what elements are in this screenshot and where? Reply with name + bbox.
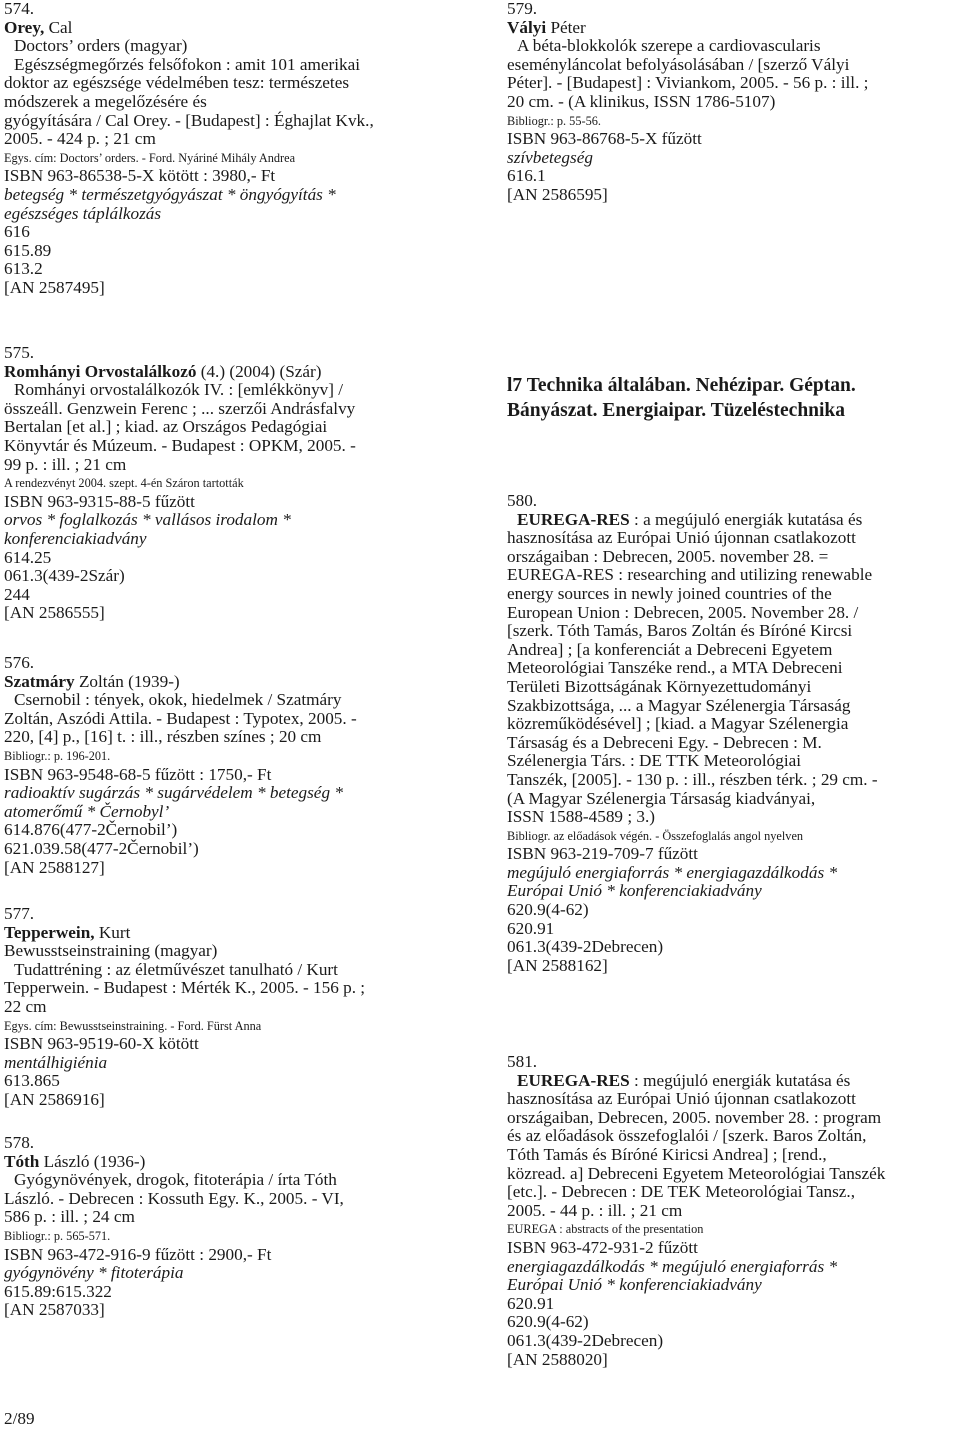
entry-text: Társaság és a Debreceni Egy. - Debrecen : M. [507, 732, 822, 752]
entry-subjects [4, 511, 472, 530]
entry-text: 244 [4, 584, 30, 604]
entry-line [4, 279, 472, 298]
entry-line [4, 549, 472, 568]
entry-note [507, 112, 960, 131]
entry-text: 061.3(439-2Debrecen) [507, 937, 664, 957]
entry-text: 586 p. : ill. ; 24 cm [4, 1207, 135, 1227]
entry-text: László (1936-) [39, 1151, 146, 1171]
entry-line [507, 1239, 960, 1258]
entry-heading: Tóth [4, 1151, 40, 1171]
entry-text: A rendezvényt 2004. szept. 4-én Száron tartották [4, 476, 244, 491]
entry-line [507, 130, 960, 149]
entry-line [4, 93, 472, 112]
entry-text: Tepperwein. - Budapest : Mérték K., 2005. - 156 p. ; [4, 978, 366, 998]
entry-text: 616 [4, 222, 30, 242]
entry-text: Tanszék, [2005]. - 130 p. : ill., részben térk. ; 29 cm. - [507, 769, 878, 789]
entry-line [507, 37, 960, 56]
entry-text: eseményláncolat befolyásolásában / [szerző Vályi [507, 54, 850, 74]
entry-line [507, 622, 960, 641]
entry-text: Bibliogr.: p. 565-571. [4, 1228, 111, 1243]
entry-text: [AN 2588020] [507, 1349, 608, 1369]
entry-heading: Orey, [4, 17, 45, 37]
entry-text: doktor az egészsége védelmében tesz: természetes [4, 73, 350, 93]
section-heading-line-1: l7 Technika általában. Nehézipar. Géptan. [507, 375, 856, 396]
entry-text: Romhányi orvostalálkozók IV. : [emlékkönyv] / [14, 380, 344, 400]
entry-line [507, 19, 960, 38]
entry-heading: Vályi [507, 17, 547, 37]
entry-note [4, 747, 472, 766]
entry-line [4, 242, 472, 261]
entry-text: Egészségmegőrzés felsőfokon : amit 101 amerikai [14, 54, 361, 74]
entry-text: [AN 2587495] [4, 277, 105, 297]
entry-line [4, 456, 472, 475]
entry-text: 614.876(477-2Černobil’) [4, 820, 178, 840]
entry-text: Tóth Tamás és Bíróné Kiricsi Andrea] ; [rend., [507, 1144, 827, 1164]
entry-text: gyógyítására / Cal Orey. - [Budapest] : Éghajlat Kvk., [4, 110, 374, 130]
entry-text: 99 p. : ill. ; 21 cm [4, 454, 127, 474]
entry-line [507, 715, 960, 734]
entry-subjects [4, 530, 472, 549]
entry-text: országaiban, Debrecen, 2005. november 28. : program [507, 1107, 882, 1127]
entry-text: 2005. - 44 p. : ill. ; 21 cm [507, 1200, 683, 1220]
entry-line [507, 74, 960, 93]
entry-line [507, 771, 960, 790]
entry-subjects [507, 1276, 960, 1295]
bibliographic-entry [4, 905, 472, 1110]
entry-line [4, 567, 472, 586]
entry-text: 615.89 [4, 240, 52, 260]
entry-line [4, 1035, 472, 1054]
entry-line [4, 1171, 472, 1190]
entry-subjects [4, 205, 472, 224]
entry-number: 575. [4, 343, 35, 362]
entry-text: 220, [4] p., [16] t. : ill., részben színes ; 20 cm [4, 727, 322, 747]
entry-text: ISBN 963-86768-5-X fűzött [507, 129, 702, 149]
entry-line [507, 901, 960, 920]
entry-line [4, 381, 472, 400]
entry-line [4, 998, 472, 1017]
entry-subjects [507, 149, 960, 168]
entry-note [4, 474, 472, 493]
entry-line [507, 167, 960, 186]
entry-text: [AN 2588127] [4, 857, 105, 877]
entry-number: 580. [507, 491, 538, 510]
entry-subjects [507, 882, 960, 901]
entry-heading: Szatmáry [4, 671, 75, 691]
entry-text: 620.9(4-62) [507, 900, 589, 920]
entry-text: közread. a] Debreceni Egyetem Meteorológiai Tanszék [507, 1163, 886, 1183]
entry-text: Péter]. - [Budapest] : Viviankom, 2005. - 56 p. : ill. ; [507, 73, 869, 93]
entry-text: Zoltán (1939-) [74, 671, 180, 691]
entry-text: Gyógynövények, drogok, fitoterápia / írta Tóth [14, 1170, 337, 1190]
entry-line [4, 1153, 472, 1172]
entry-text: egészséges táplálkozás [4, 203, 162, 223]
entry-line [4, 1208, 472, 1227]
entry-text: Kurt [94, 922, 131, 942]
entry-line [4, 673, 472, 692]
entry-line [507, 548, 960, 567]
entry-line [4, 942, 472, 961]
entry-text: energiagazdálkodás * megújuló energiaforrás * [507, 1256, 838, 1276]
entry-line [507, 56, 960, 75]
entry-line [4, 167, 472, 186]
entry-text: Bewusstseinstraining (magyar) [4, 941, 218, 961]
entry-text: : a megújuló energiák kutatása és [629, 509, 863, 529]
entry-line [507, 938, 960, 957]
entry-line [507, 1295, 960, 1314]
entry-line [507, 1072, 960, 1091]
entry-text: 20 cm. - (A klinikus, ISSN 1786-5107) [507, 91, 776, 111]
entry-line [4, 130, 472, 149]
entry-line [507, 1165, 960, 1184]
entry-number: 576. [4, 653, 35, 672]
entry-text: Meteorológiai Tanszéke rend., a MTA Debreceni [507, 658, 843, 678]
entry-number: 581. [507, 1052, 538, 1071]
entry-line [4, 418, 472, 437]
entry-line [507, 529, 960, 548]
entry-text: 615.89:615.322 [4, 1281, 112, 1301]
entry-line [4, 604, 472, 623]
entry-text: ISBN 963-9519-60-X kötött [4, 1034, 199, 1054]
entry-text: Tudattréning : az életművészet tanulható / Kurt [14, 959, 338, 979]
entry-heading: EUREGA-RES [517, 1070, 630, 1090]
entry-text: 061.3(439-2Debrecen) [507, 1330, 664, 1350]
section-heading-line-2: Bányászat. Energiaipar. Tüzeléstechnika [507, 400, 846, 421]
entry-line [4, 1246, 472, 1265]
entry-text: összeáll. Genzwein Ferenc ; ... szerzői Andrásfalvy [4, 398, 356, 418]
entry-text: gyógynövény * fitoterápia [4, 1263, 184, 1283]
entry-text: 613.2 [4, 259, 43, 279]
entry-note [4, 149, 472, 168]
entry-line [4, 1301, 472, 1320]
entry-line [507, 1202, 960, 1221]
entry-subjects [4, 803, 472, 822]
entry-text: [AN 2588162] [507, 955, 608, 975]
entry-line [507, 1146, 960, 1165]
entry-line [4, 1072, 472, 1091]
bibliographic-entry [4, 0, 472, 298]
entry-line [507, 1351, 960, 1370]
entry-text: 620.91 [507, 918, 555, 938]
entry-line [4, 37, 472, 56]
entry-line [4, 19, 472, 38]
entry-number: 578. [4, 1133, 35, 1152]
entry-line [507, 697, 960, 716]
entry-line [507, 752, 960, 771]
bibliographic-entry [507, 0, 960, 205]
entry-line [4, 1190, 472, 1209]
entry-subjects [4, 1264, 472, 1283]
entry-text: szívbetegség [507, 147, 593, 167]
entry-line [4, 1283, 472, 1302]
entry-text: atomerőmű * Černobyl’ [4, 801, 170, 821]
entry-text: : megújuló energiák kutatása és [629, 1070, 851, 1090]
entry-text: (A Magyar Szélenergia Társaság kiadványai, [507, 788, 816, 808]
entry-note [4, 1017, 472, 1036]
entry-text: [etc.]. - Debrecen : DE TEK Meteorológiai Tansz., [507, 1182, 855, 1202]
bibliographic-entry [507, 492, 960, 975]
entry-text: Bibliogr.: p. 196-201. [4, 748, 111, 763]
entry-line [507, 511, 960, 530]
entry-text: országaiban : Debrecen, 2005. november 28. = [507, 546, 829, 566]
entry-heading: Tepperwein, [4, 922, 95, 942]
entry-line [507, 641, 960, 660]
entry-line [507, 734, 960, 753]
entry-line [4, 1091, 472, 1110]
entry-line [507, 920, 960, 939]
entry-subjects [507, 864, 960, 883]
entry-text: Bertalan [et al.] ; kiad. az Országos Pedagógiai [4, 417, 328, 437]
bibliographic-entry [507, 1053, 960, 1369]
entry-line [4, 260, 472, 279]
entry-line [507, 585, 960, 604]
entry-subjects [507, 1258, 960, 1277]
entry-text: Egys. cím: Bewusstseinstraining. - Ford. Fürst Anna [4, 1018, 262, 1033]
entry-text: Zoltán, Aszódi Attila. - Budapest : Typotex, 2005. - [4, 708, 357, 728]
entry-text: betegség * természetgyógyászat * öngyógyítás * [4, 184, 336, 204]
entry-text: 22 cm [4, 996, 47, 1016]
entry-number: 574. [4, 0, 35, 18]
entry-subjects [4, 1054, 472, 1073]
entry-text: módszerek a megelőzésére és [4, 91, 207, 111]
entry-line [507, 659, 960, 678]
entry-line [507, 604, 960, 623]
entry-line [507, 1090, 960, 1109]
entry-line [4, 400, 472, 419]
entry-text: Andrea] ; [a konferenciát a Debreceni Egyetem [507, 639, 833, 659]
entry-line [4, 728, 472, 747]
entry-text: 2005. - 424 p. ; 21 cm [4, 129, 156, 149]
entry-text: László. - Debrecen : Kossuth Egy. K., 2005. - VI, [4, 1188, 344, 1208]
entry-text: ISBN 963-472-916-9 fűzött : 2900,- Ft [4, 1244, 272, 1264]
entry-text: Bibliogr. az előadások végén. - Összefoglalás angol nyelven [507, 828, 804, 843]
entry-text: ISBN 963-86538-5-X kötött : 3980,- Ft [4, 166, 276, 186]
entry-text: 614.25 [4, 547, 52, 567]
bibliographic-entry [4, 654, 472, 877]
entry-line [4, 961, 472, 980]
entry-text: Cal [44, 17, 73, 37]
entry-text: Doctors’ orders (magyar) [14, 36, 188, 56]
entry-note [507, 827, 960, 846]
entry-text: radioaktív sugárzás * sugárvédelem * betegség * [4, 783, 343, 803]
entry-number: 577. [4, 904, 35, 923]
entry-note [507, 1220, 960, 1239]
entry-line [4, 112, 472, 131]
entry-text: [AN 2586916] [4, 1089, 105, 1109]
entry-text: Területi Bizottságának Környezettudományi [507, 676, 812, 696]
entry-line [4, 710, 472, 729]
entry-text: (4.) (2004) (Szár) [196, 361, 322, 381]
entry-text: 621.039.58(477-2Černobil’) [4, 838, 199, 858]
entry-text: [szerk. Tóth Tamás, Baros Zoltán és Bíróné Kircsi [507, 621, 853, 641]
entry-text: Egys. cím: Doctors’ orders. - Ford. Nyáriné Mihály Andrea [4, 150, 296, 165]
entry-text: Európai Unió * konferenciakiadvány [507, 881, 762, 901]
entry-line [507, 678, 960, 697]
entry-line [4, 56, 472, 75]
entry-line [507, 808, 960, 827]
entry-text: Péter [546, 17, 586, 37]
entry-text: hasznosítása az Európai Unió újonnan csatlakozott [507, 1089, 856, 1109]
entry-note [4, 1227, 472, 1246]
entry-text: Csernobil : tények, okok, hiedelmek / Szatmáry [14, 690, 342, 710]
entry-text: Könyvtár és Múzeum. - Budapest : OPKM, 2005. - [4, 435, 356, 455]
entry-line [507, 186, 960, 205]
entry-text: EUREGA-RES : researching and utilizing renewable [507, 565, 873, 585]
entry-line [507, 1332, 960, 1351]
entry-line [4, 924, 472, 943]
entry-text: ISBN 963-472-931-2 fűzött [507, 1237, 698, 1257]
section-heading [507, 373, 960, 423]
entry-line [4, 437, 472, 456]
entry-line [507, 1183, 960, 1202]
entry-heading: Romhányi Orvostalálkozó [4, 361, 197, 381]
entry-text: ISSN 1588-4589 ; 3.) [507, 807, 656, 827]
entry-line [4, 691, 472, 710]
entry-text: és az előadások összefoglalói / [szerk. Baros Zoltán, [507, 1126, 867, 1146]
entry-line [507, 93, 960, 112]
entry-text: megújuló energiaforrás * energiagazdálkodás * [507, 862, 838, 882]
entry-line [4, 766, 472, 785]
entry-text: mentálhigiénia [4, 1052, 108, 1072]
entry-number: 579. [507, 0, 538, 18]
entry-line [4, 74, 472, 93]
entry-line [4, 821, 472, 840]
entry-line [4, 979, 472, 998]
entry-text: energy sources in newly joined countries of the [507, 583, 832, 603]
entry-text: ISBN 963-219-709-7 fűzött [507, 844, 698, 864]
entry-text: konferenciakiadvány [4, 528, 147, 548]
entry-line [507, 790, 960, 809]
entry-text: 613.865 [4, 1071, 60, 1091]
entry-line [507, 566, 960, 585]
entry-line [507, 957, 960, 976]
entry-text: [AN 2586595] [507, 184, 608, 204]
entry-line [4, 586, 472, 605]
entry-heading: EUREGA-RES [517, 509, 630, 529]
entry-text: ISBN 963-9315-88-5 fűzött [4, 491, 195, 511]
bibliographic-entry [4, 344, 472, 623]
entry-text: European Union : Debrecen, 2005. November 28. / [507, 602, 859, 622]
entry-text: 061.3(439-2Szár) [4, 566, 125, 586]
entry-line [4, 223, 472, 242]
entry-text: ISBN 963-9548-68-5 fűzött : 1750,- Ft [4, 764, 272, 784]
entry-line [4, 363, 472, 382]
entry-line [4, 859, 472, 878]
entry-text: 616.1 [507, 166, 546, 186]
entry-subjects [4, 186, 472, 205]
entry-text: [AN 2587033] [4, 1300, 105, 1320]
entry-text: Szakbizottsága, ... a Magyar Szélenergia Társaság [507, 695, 851, 715]
page-number: 2/89 [4, 1409, 35, 1428]
entry-text: Bibliogr.: p. 55-56. [507, 113, 601, 128]
entry-line [507, 1109, 960, 1128]
entry-text: A béta-blokkolók szerepe a cardiovascularis [517, 36, 821, 56]
entry-subjects [4, 784, 472, 803]
entry-text: Szélenergia Társ. : DE TTK Meteorológiai [507, 751, 802, 771]
entry-text: 620.91 [507, 1293, 555, 1313]
entry-text: hasznosítása az Európai Unió újonnan csatlakozott [507, 528, 856, 548]
entry-line [507, 1127, 960, 1146]
entry-text: EUREGA : abstracts of the presentation [507, 1222, 704, 1237]
bibliographic-entry [4, 1134, 472, 1320]
entry-text: orvos * foglalkozás * vallásos irodalom * [4, 510, 291, 530]
entry-text: közreműködésével] ; [kiad. a Magyar Szélenergia [507, 714, 849, 734]
entry-line [507, 1313, 960, 1332]
entry-line [4, 493, 472, 512]
entry-line [507, 845, 960, 864]
entry-line [4, 840, 472, 859]
entry-text: [AN 2586555] [4, 603, 105, 623]
entry-text: Európai Unió * konferenciakiadvány [507, 1275, 762, 1295]
entry-text: 620.9(4-62) [507, 1312, 589, 1332]
